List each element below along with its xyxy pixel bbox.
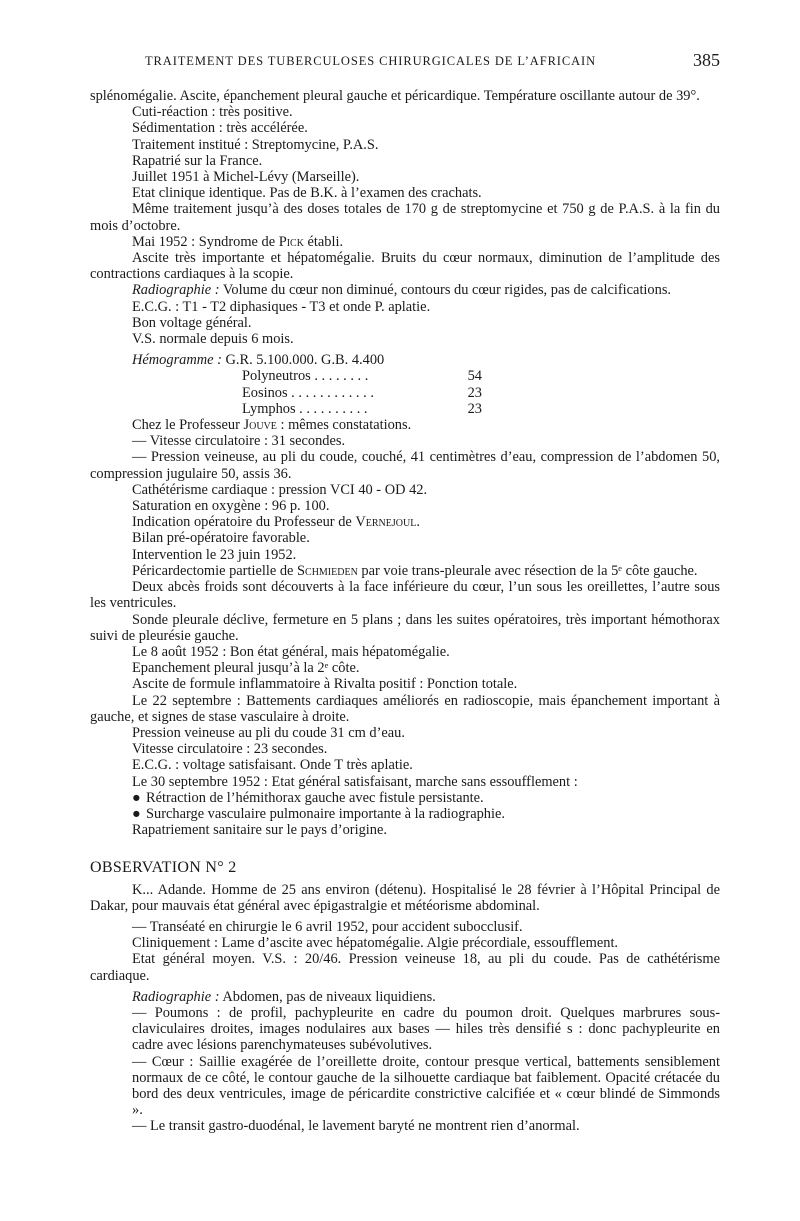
paragraph: Même traitement jusqu’à des doses totales de 170 g de streptomycine et 750 g de P.A.S. à la fin du mois d’octobre.: [90, 201, 720, 234]
hemogram-line: Hémogramme : G.R. 5.100.000. G.B. 4.400: [132, 352, 385, 369]
running-head: TRAITEMENT DES TUBERCULOSES CHIRURGICALES DE L’AFRICAIN: [145, 54, 597, 68]
paragraph: Le 22 septembre : Battements cardiaques améliorés en radioscopie, mais épanchement important à gauche, et signes de stase vasculaire à droite.: [90, 692, 720, 725]
paragraph: — Poumons : de profil, pachypleurite en cadre du poumon droit. Quelques marbrures sous-claviculaires droites, images nodulaires aux bases — hiles très densifié s : donc pachypleurite en cadre avec lésions parenchymateuses subévolutives.: [132, 1004, 720, 1054]
page-body: [90, 88, 720, 1135]
line: Traitement institué : Streptomycine, P.A.S.: [132, 136, 379, 153]
line: — Transéaté en chirurgie le 6 avril 1952, pour accident subocclusif.: [132, 918, 523, 935]
line: Sédimentation : très accélérée.: [132, 120, 308, 137]
paragraph: — Cœur : Saillie exagérée de l’oreillette droite, contour presque vertical, battements sensiblement normaux de ce côté, le contour gauche de la silhouette cardiaque bat faiblement. Opacité crétacée du bord des deux ventricules, image de péricardite constrictive calcifiée et « cœur blindé de Simmonds ».: [132, 1053, 720, 1119]
line: Etat clinique identique. Pas de B.K. à l’examen des crachats.: [132, 185, 482, 202]
line: V.S. normale depuis 6 mois.: [132, 331, 294, 348]
line: Le 30 septembre 1952 : Etat général satisfaisant, marche sans essoufflement :: [132, 773, 578, 790]
bullet-item: ● Surcharge vasculaire pulmonaire importante à la radiographie.: [132, 805, 505, 822]
line: Mai 1952 : Syndrome de Pick établi.: [132, 233, 344, 250]
line: Le 8 août 1952 : Bon état général, mais hépatomégalie.: [132, 643, 450, 660]
line: Intervention le 23 juin 1952.: [132, 546, 297, 563]
line: Pression veineuse au pli du coude 31 cm d’eau.: [132, 724, 405, 741]
line: Cathétérisme cardiaque : pression VCI 40 - OD 42.: [132, 481, 428, 498]
page-header: [90, 50, 720, 74]
line: Bon voltage général.: [132, 314, 252, 331]
bullet-item: ● Rétraction de l’hémithorax gauche avec fistule persistante.: [132, 789, 484, 806]
line: E.C.G. : voltage satisfaisant. Onde T très aplatie.: [132, 757, 413, 774]
line: Cuti-réaction : très positive.: [132, 104, 293, 121]
line: Vitesse circulatoire : 23 secondes.: [132, 741, 328, 758]
hemogram-row: Eosinos . . . . . . . . . . . . 23: [242, 384, 482, 401]
paragraph: K... Adande. Homme de 25 ans environ (détenu). Hospitalisé le 28 février à l’Hôpital Principal de Dakar, pour mauvais état général avec épigastralgie et météorisme abdominal.: [90, 881, 720, 914]
paragraph: Etat général moyen. V.S. : 20/46. Pression veineuse 18, au pli du coude. Pas de cathétérisme cardiaque.: [90, 951, 720, 984]
paragraph: — Pression veineuse, au pli du coude, couché, 41 centimètres d’eau, compression de l’abdomen 50, compression jugulaire 50, assis 36.: [90, 449, 720, 482]
paragraph: splénomégalie. Ascite, épanchement pleural gauche et péricardique. Température oscillante autour de 39°.: [90, 88, 700, 104]
line: Cliniquement : Lame d’ascite avec hépatomégalie. Algie précordiale, essoufflement.: [132, 935, 619, 952]
line: Chez le Professeur Jouve : mêmes constatations.: [132, 417, 412, 434]
line: Bilan pré-opératoire favorable.: [132, 530, 310, 547]
line: Saturation en oxygène : 96 p. 100.: [132, 498, 330, 515]
line: Rapatrié sur la France.: [132, 152, 263, 169]
paragraph: Péricardectomie partielle de Schmieden par voie trans-pleurale avec résection de la 5ᵉ côte gauche.: [132, 562, 698, 579]
paragraph: Radiographie : Volume du cœur non diminué, contours du cœur rigides, pas de calcifications.: [132, 282, 672, 299]
line: Rapatriement sanitaire sur le pays d’origine.: [132, 822, 387, 839]
paragraph: Deux abcès froids sont découverts à la face inférieure du cœur, l’un sous les oreillettes, l’autre sous les ventricules.: [90, 579, 720, 612]
line: Indication opératoire du Professeur de Vernejoul.: [132, 514, 420, 531]
bullet-icon: ●: [132, 805, 141, 822]
hemogram-row: Lymphos . . . . . . . . . . 23: [242, 400, 482, 417]
line: Juillet 1951 à Michel-Lévy (Marseille).: [132, 169, 360, 186]
line: — Le transit gastro-duodénal, le lavement baryté ne montrent rien d’anormal.: [132, 1118, 580, 1135]
paragraph: Ascite très importante et hépatomégalie. Bruits du cœur normaux, diminution de l’amplitude des contractions cardiaques à la scopie.: [90, 250, 720, 283]
line: E.C.G. : T1 - T2 diphasiques - T3 et onde P. aplatie.: [132, 298, 431, 315]
line: Radiographie : Abdomen, pas de niveaux liquidiens.: [132, 988, 436, 1005]
line: — Vitesse circulatoire : 31 secondes.: [132, 433, 346, 450]
paragraph: Sonde pleurale déclive, fermeture en 5 plans ; dans les suites opératoires, très important hémothorax suivi de pleurésie gauche.: [90, 611, 720, 644]
page-number: 385: [693, 50, 720, 70]
line: Ascite de formule inflammatoire à Rivalta positif : Ponction totale.: [132, 676, 518, 693]
section-heading: OBSERVATION N° 2: [90, 859, 237, 877]
line: Epanchement pleural jusqu’à la 2ᵉ côte.: [132, 660, 360, 677]
bullet-icon: ●: [132, 789, 141, 806]
hemogram-row: Polyneutros . . . . . . . . 54: [242, 368, 482, 385]
